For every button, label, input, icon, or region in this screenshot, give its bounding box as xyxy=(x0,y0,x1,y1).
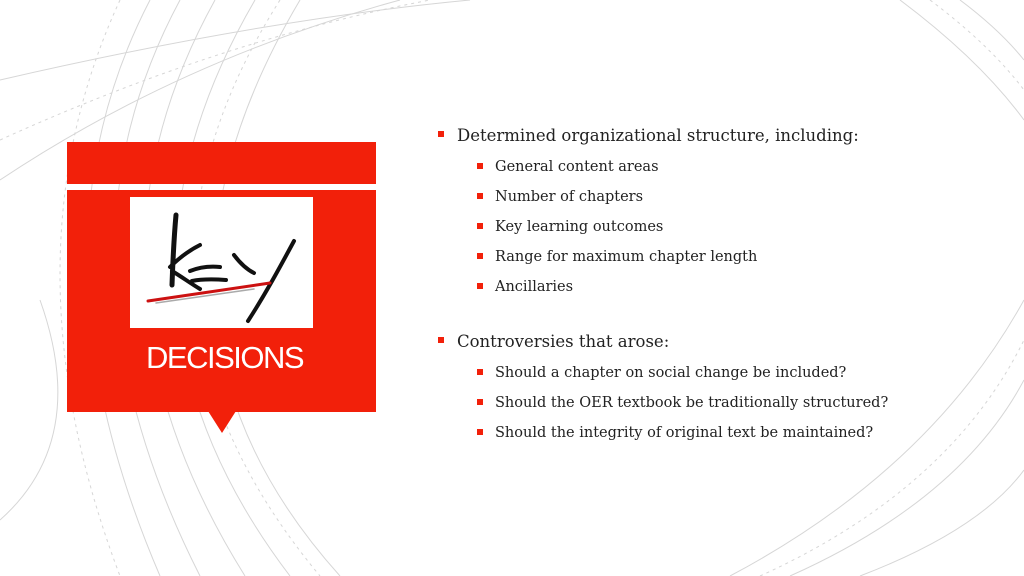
square-bullet-icon xyxy=(477,429,483,435)
list-item-text: Should the OER textbook be traditionally structured? xyxy=(495,395,889,411)
section-heading-text: Determined organizational structure, including: xyxy=(457,126,859,145)
sublist xyxy=(436,152,1006,302)
square-bullet-icon xyxy=(477,399,483,405)
key-handwriting-image xyxy=(130,197,313,328)
key-handwriting-graphic xyxy=(130,197,313,328)
list-item-text: Ancillaries xyxy=(495,279,574,295)
sublist-container xyxy=(436,152,1006,302)
bullet-content xyxy=(436,124,1006,448)
list-item-text: Number of chapters xyxy=(495,189,644,205)
accent-bar xyxy=(67,142,376,184)
list-item xyxy=(436,358,1006,388)
list-item xyxy=(436,242,1006,272)
list-item-text: General content areas xyxy=(495,159,659,175)
section-organizational-structure xyxy=(436,124,1006,302)
list-item xyxy=(436,182,1006,212)
list-item-text: Range for maximum chapter length xyxy=(495,249,758,265)
sublist xyxy=(436,358,1006,448)
list-item xyxy=(436,418,1006,448)
square-bullet-icon xyxy=(477,253,483,259)
list-item xyxy=(436,388,1006,418)
square-bullet-icon xyxy=(438,337,444,343)
square-bullet-icon xyxy=(477,163,483,169)
title-box-pointer xyxy=(208,411,236,433)
list-item-text: Key learning outcomes xyxy=(495,219,664,235)
list-item-text: Should a chapter on social change be included? xyxy=(495,365,847,381)
square-bullet-icon xyxy=(477,283,483,289)
square-bullet-icon xyxy=(477,223,483,229)
square-bullet-icon xyxy=(477,193,483,199)
list-item xyxy=(436,272,1006,302)
list-item xyxy=(436,212,1006,242)
section-heading-text: Controversies that arose: xyxy=(457,332,670,351)
section-heading xyxy=(436,124,1006,148)
list-item xyxy=(436,152,1006,182)
slide-title: DECISIONS xyxy=(146,340,304,375)
list-item-text: Should the integrity of original text be maintained? xyxy=(495,425,874,441)
square-bullet-icon xyxy=(438,131,444,137)
section-controversies xyxy=(436,330,1006,448)
sublist-container xyxy=(436,358,1006,448)
square-bullet-icon xyxy=(477,369,483,375)
section-heading xyxy=(436,330,1006,354)
